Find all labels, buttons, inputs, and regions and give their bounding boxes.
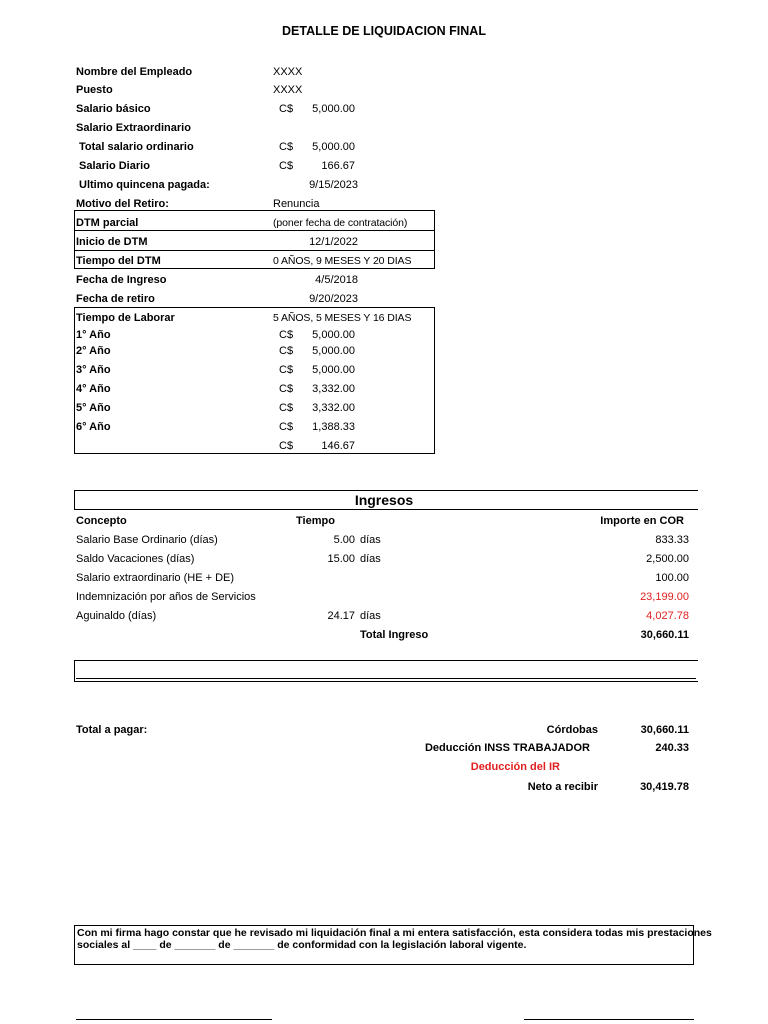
ingresos-heading: Ingresos <box>354 492 414 508</box>
salario-diario-value: 166.67 <box>321 160 355 172</box>
year-currency: C$ <box>279 345 294 357</box>
salario-diario-label: Salario Diario <box>79 160 150 172</box>
total-ingreso-label: Total Ingreso <box>360 629 429 641</box>
total-ordinario-currency: C$ <box>279 141 294 153</box>
page-title: DETALLE DE LIQUIDACION FINAL <box>282 24 486 38</box>
salario-basico-label: Salario básico <box>76 103 151 115</box>
unidad-cell: días <box>360 553 381 565</box>
ir-label: Deducción del IR <box>470 761 560 773</box>
tiempo-cell: 15.00 <box>327 553 355 565</box>
neto-value: 30,419.78 <box>640 781 689 793</box>
extra-currency: C$ <box>279 440 294 452</box>
dtm-tiempo-value: 0 AÑOS, 9 MESES Y 20 DIAS <box>273 255 412 267</box>
year-currency: C$ <box>279 421 294 433</box>
column-header-tiempo: Tiempo <box>296 515 335 527</box>
fecha-retiro-value: 9/20/2023 <box>309 293 358 305</box>
salario-basico-currency: C$ <box>279 103 294 115</box>
year-label: 2° Año <box>76 345 111 357</box>
declaration-line-1: Con mi firma hago constar que he revisado mi liquidación final a mi entera satisfacción, esta considera todas mis prestaciones <box>77 927 712 939</box>
year-value: 5,000.00 <box>312 329 355 341</box>
laborar-label: Tiempo de Laborar <box>76 312 175 324</box>
declaration-line-2: sociales al ____ de _______ de _______ de conformidad con la legislación laboral vigente. <box>77 939 527 951</box>
unidad-cell: días <box>360 610 381 622</box>
year-currency: C$ <box>279 329 294 341</box>
column-header-importe: Importe en COR <box>600 515 684 527</box>
year-currency: C$ <box>279 383 294 395</box>
dtm-tiempo-label: Tiempo del DTM <box>76 255 161 267</box>
ultimo-quincena-label: Ultimo quincena pagada: <box>79 179 210 191</box>
importe-cell: 2,500.00 <box>646 553 689 565</box>
year-label: 3° Año <box>76 364 111 376</box>
tiempo-cell: 5.00 <box>333 534 355 546</box>
year-value: 3,332.00 <box>312 383 355 395</box>
signature-line-employee <box>76 1019 272 1020</box>
puesto-value: XXXX <box>273 84 303 96</box>
year-label: 6° Año <box>76 421 111 433</box>
total-ordinario-label: Total salario ordinario <box>79 141 194 153</box>
dtm-parcial-label: DTM parcial <box>76 217 139 229</box>
cordobas-value: 30,660.11 <box>640 724 689 736</box>
neto-label: Neto a recibir <box>527 781 598 793</box>
total-ingreso-value: 30,660.11 <box>640 629 689 641</box>
concepto-cell: Aguinaldo (días) <box>76 610 157 622</box>
inss-label: Deducción INSS TRABAJADOR <box>424 742 590 754</box>
nombre-value: XXXX <box>273 66 303 78</box>
laborar-box <box>74 307 435 454</box>
cordobas-label: Córdobas <box>546 724 598 736</box>
salario-extraordinario-label: Salario Extraordinario <box>76 122 191 134</box>
unidad-cell: días <box>360 534 381 546</box>
dtm-parcial-value: (poner fecha de contratación) <box>273 217 408 229</box>
year-label: 1° Año <box>76 329 111 341</box>
nombre-label: Nombre del Empleado <box>76 66 193 78</box>
year-currency: C$ <box>279 402 294 414</box>
concepto-cell: Salario extraordinario (HE + DE) <box>76 572 235 584</box>
signature-line-employer <box>524 1019 694 1020</box>
dtm-inicio-value: 12/1/2022 <box>309 236 358 248</box>
year-value: 5,000.00 <box>312 345 355 357</box>
fecha-ingreso-value: 4/5/2018 <box>315 274 358 286</box>
extra-value: 146.67 <box>321 440 355 452</box>
puesto-label: Puesto <box>76 84 113 96</box>
importe-cell: 100.00 <box>655 572 689 584</box>
year-label: 4° Año <box>76 383 111 395</box>
fecha-ingreso-label: Fecha de Ingreso <box>76 274 167 286</box>
year-value: 5,000.00 <box>312 364 355 376</box>
concepto-cell: Salario Base Ordinario (días) <box>76 534 218 546</box>
inss-value: 240.33 <box>655 742 689 754</box>
ultimo-quincena-value: 9/15/2023 <box>309 179 358 191</box>
total-pagar-label: Total a pagar: <box>76 724 148 736</box>
divider <box>74 230 435 231</box>
tiempo-cell: 24.17 <box>327 610 355 622</box>
year-value: 3,332.00 <box>312 402 355 414</box>
motivo-retiro-label: Motivo del Retiro: <box>76 198 169 210</box>
year-value: 1,388.33 <box>312 421 355 433</box>
motivo-retiro-value: Renuncia <box>273 198 320 210</box>
concepto-cell: Indemnización por años de Servicios <box>76 591 256 603</box>
salario-diario-currency: C$ <box>279 160 294 172</box>
salario-basico-value: 5,000.00 <box>312 103 355 115</box>
importe-cell: 23,199.00 <box>640 591 689 603</box>
divider <box>76 678 696 679</box>
dtm-inicio-label: Inicio de DTM <box>76 236 148 248</box>
column-header-concepto: Concepto <box>76 515 127 527</box>
divider <box>74 250 435 251</box>
importe-cell: 4,027.78 <box>646 610 689 622</box>
laborar-value: 5 AÑOS, 5 MESES Y 16 DIAS <box>273 312 412 324</box>
year-label: 5° Año <box>76 402 111 414</box>
year-currency: C$ <box>279 364 294 376</box>
total-ordinario-value: 5,000.00 <box>312 141 355 153</box>
fecha-retiro-label: Fecha de retiro <box>76 293 155 305</box>
importe-cell: 833.33 <box>655 534 689 546</box>
concepto-cell: Saldo Vacaciones (días) <box>76 553 195 565</box>
